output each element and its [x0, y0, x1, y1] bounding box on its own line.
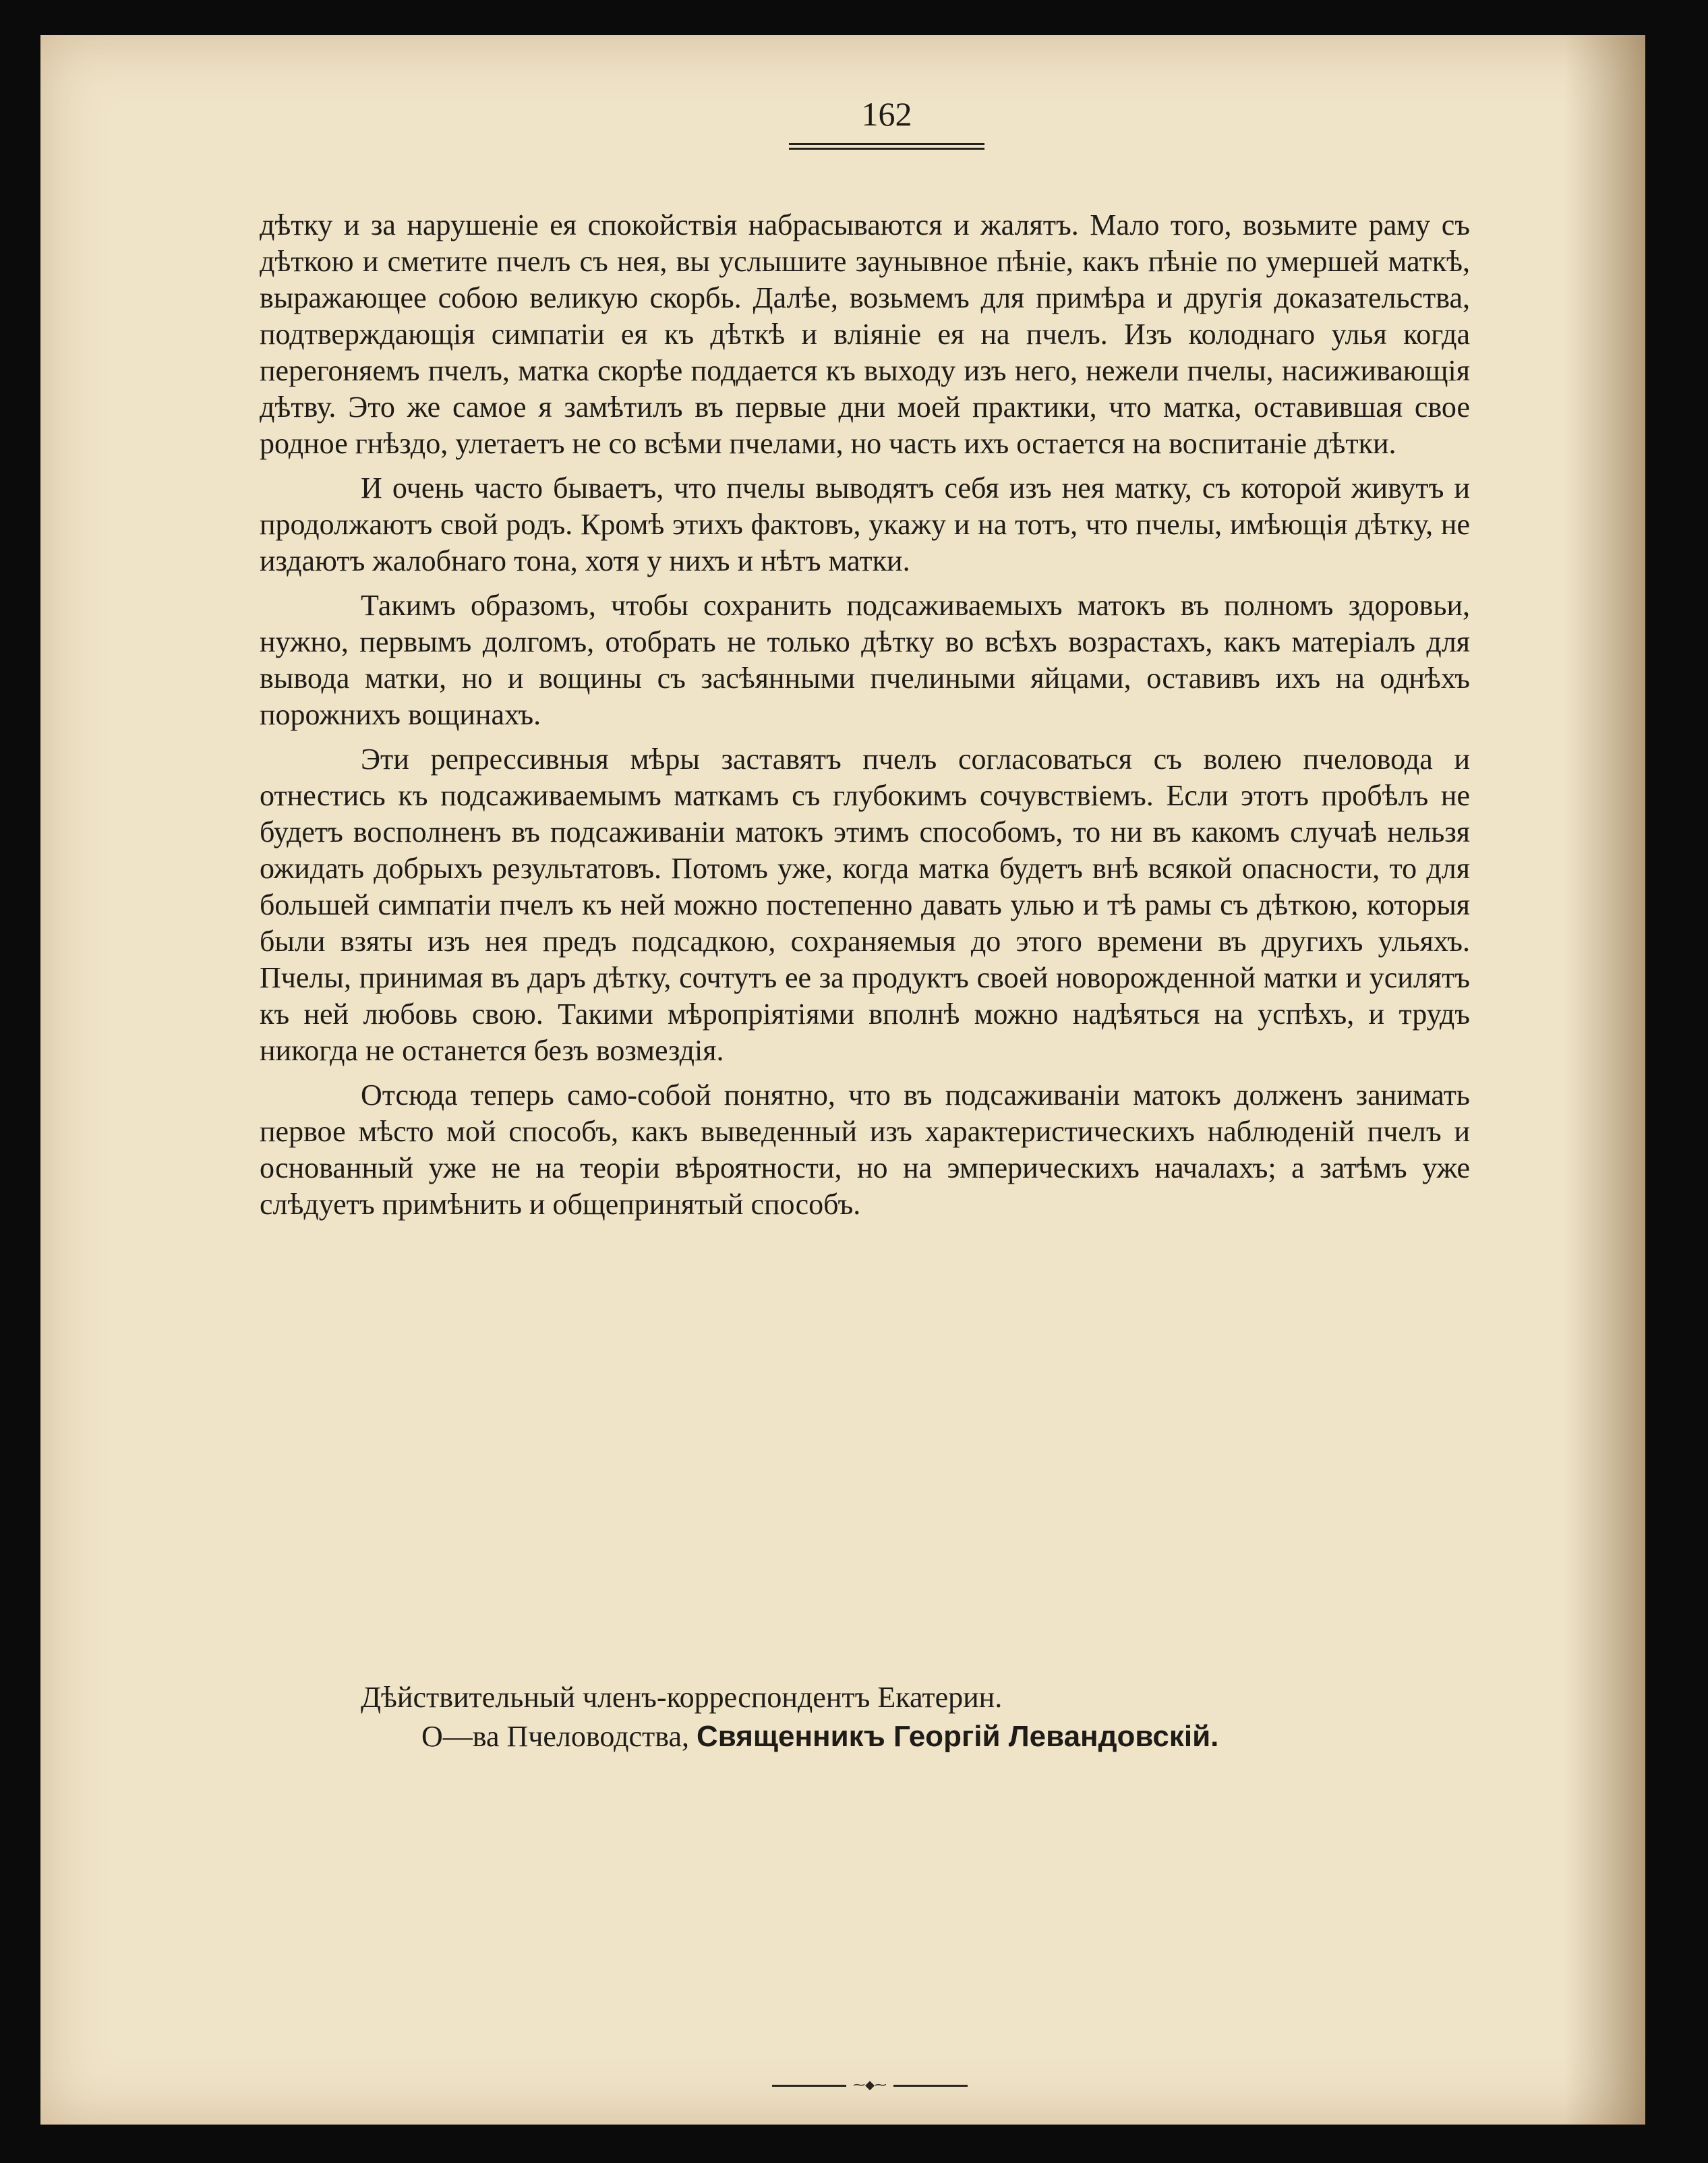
paragraph-5: Отсюда теперь само-собой понятно, что въ подсаживаніи матокъ долженъ занимать первое мѣсто мой способъ, какъ выведенный изъ характеристическихъ наблюденій пчелъ и основанный уже не на теоріи вѣроятности, но на эмперическихъ началахъ; а затѣмъ уже слѣдуетъ примѣнить и общепринятый способъ.	[260, 1078, 1470, 1221]
end-ornament	[772, 2079, 968, 2092]
signature-line-2	[260, 1717, 1473, 1756]
paragraph-3: Такимъ образомъ, чтобы сохранить подсаживаемыхъ матокъ въ полномъ здоровьи, нужно, первымъ долгомъ, отобрать не только дѣтку во всѣхъ возрастахъ, какъ матеріалъ для вывода матки, но и вощины съ засѣянными пчелиными яйцами, оставивъ ихъ на однѣхъ порожнихъ вощинахъ.	[260, 589, 1470, 731]
page-spine-shadow	[1564, 35, 1645, 2125]
page-number: 162	[861, 95, 912, 133]
signature-title: Дѣйствительный членъ-корреспондентъ Екатерин.	[361, 1681, 1003, 1714]
ornament-right-rule	[893, 2085, 968, 2087]
paragraph-1: дѣтку и за нарушеніе ея спокойствія набрасываются и жалятъ. Мало того, возьмите раму съ дѣткою и сметите пчелъ съ нея, вы услышите заунывное пѣніе, какъ пѣніе по умершей маткѣ, выражающее собою великую скорбь. Далѣе, возьмемъ для примѣра и другія доказательства, подтверждающія симпатіи ея къ дѣткѣ и вліяніе ея на пчелъ. Изъ колоднаго улья когда перегоняемъ пчелъ, матка скорѣе поддается къ выходу изъ него, нежели пчелы, насиживающія дѣтву. Это же самое я замѣтилъ въ первые дни моей практики, что матка, оставившая свое родное гнѣздо, улетаетъ не со всѣми пчелами, но часть ихъ остается на воспитаніе дѣтки.	[260, 208, 1470, 460]
page-header	[786, 90, 988, 150]
ornament-flourish-icon: ⁓◆⁓	[853, 2078, 887, 2092]
signature-society: О—ва Пчеловодства,	[421, 1720, 697, 1753]
paragraph-2: И очень часто бываетъ, что пчелы выводятъ себя изъ нея матку, съ которой живутъ и продолжаютъ свой родъ. Кромѣ этихъ фактовъ, укажу и на тотъ, что пчелы, имѣющія дѣтку, не издаютъ жалобнаго тона, хотя у нихъ и нѣтъ матки.	[260, 471, 1470, 577]
book-page	[40, 35, 1645, 2125]
author-signature	[260, 1678, 1473, 1756]
signature-author-name: Священникъ Георгій Левандовскій.	[696, 1720, 1219, 1753]
body-text	[260, 207, 1470, 1231]
paragraph-4: Эти репрессивныя мѣры заставятъ пчелъ согласоваться съ волею пчеловода и отнестись къ подсаживаемымъ маткамъ съ глубокимъ сочувствіемъ. Если этотъ пробѣлъ не будетъ восполненъ въ подсаживаніи матокъ этимъ способомъ, то ни въ какомъ случаѣ нельзя ожидать добрыхъ результатовъ. Потомъ уже, когда матка будетъ внѣ всякой опасности, то для большей симпатіи пчелъ къ ней можно постепенно давать улью и тѣ рамы съ дѣткою, которыя были взяты изъ нея предъ подсадкою, сохраняемыя до этого времени въ другихъ ульяхъ. Пчелы, принимая въ даръ дѣтку, сочтутъ ее за продуктъ своей новорожденной матки и усилятъ къ ней любовь свою. Такими мѣропріятіями вполнѣ можно надѣяться на успѣхъ, и трудъ никогда не останется безъ возмездія.	[260, 743, 1470, 1067]
header-double-rule	[789, 143, 984, 150]
ornament-left-rule	[772, 2085, 846, 2087]
